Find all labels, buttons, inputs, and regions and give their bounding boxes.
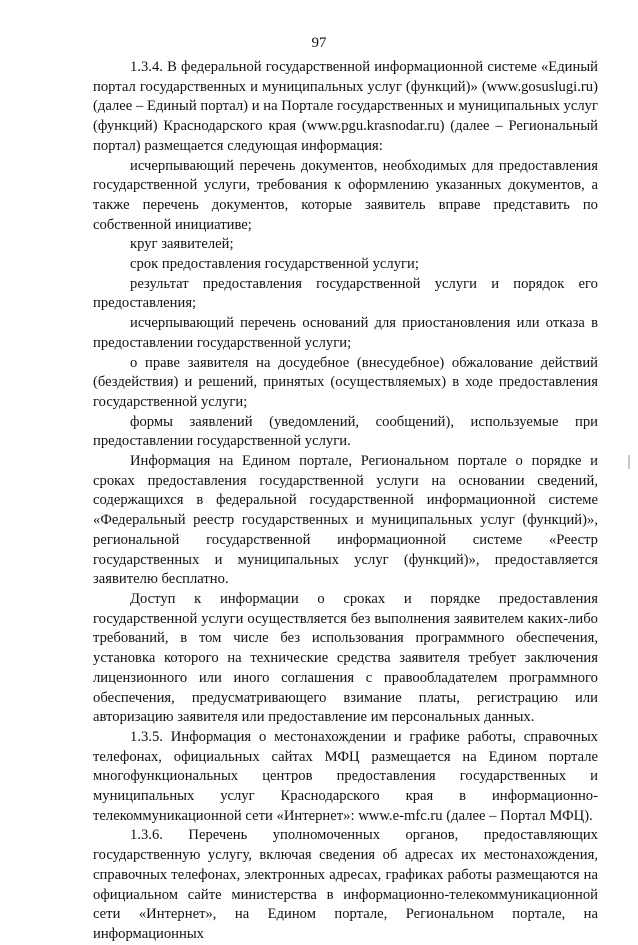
paragraph-1-3-4: 1.3.4. В федеральной государственной информационной системе «Единый портал государственных и муниципальных услуг (функций)» (www.gosuslugi.ru) (далее – Единый портал) и на Портале государственных и муниципальных услуг (функций) Краснодарского края (www.pgu.krasnodar.ru) (далее – Региональный портал) размещается следующая информация:	[93, 59, 598, 154]
list-item-result: результат предоставления государственной услуги и порядок его предоставления;	[93, 275, 598, 312]
page-number: 97	[311, 35, 327, 51]
list-item-forms: формы заявлений (уведомлений, сообщений), используемые при предоставлении государственной услуги.	[93, 413, 598, 450]
list-item-grounds: исчерпывающий перечень оснований для приостановления или отказа в предоставлении государственной услуги;	[93, 315, 598, 351]
list-item-documents: исчерпывающий перечень документов, необходимых для предоставления государственной услуги, требования к оформлению указанных документов, а также перечень документов, которые заявитель вправе представить по собственной инициативе;	[93, 157, 598, 233]
paragraph-1-3-5: 1.3.5. Информация о местонахождении и графике работы, справочных телефонах, официальных сайтах МФЦ размещается на Едином портале многофункциональных центров предоставления государственных и муниципальных услуг Краснодарского края в информационно-телекоммуникационной сети «Интернет»: www.e-mfc.ru (далее – Портал МФЦ).	[93, 728, 598, 824]
scan-artifact	[628, 455, 630, 469]
paragraph-access: Доступ к информации о сроках и порядке предоставления государственной услуги осуществляется без выполнения заявителем каких-либо требований, в том числе без использования программного обеспечения, установка которого на технические средства заявителя требует заключения лицензионного или иного соглашения с правообладателем программного обеспечения, предусматривающего взимание платы, регистрацию или авторизацию заявителя или предоставление им персональных данных.	[93, 590, 598, 726]
document-body	[93, 58, 598, 945]
list-item-appeal-right: о праве заявителя на досудебное (внесудебное) обжалование действий (бездействия) и решений, принятых (осуществляемых) в ходе предоставления государственной услуги;	[93, 354, 598, 410]
paragraph-1-3-6: 1.3.6. Перечень уполномоченных органов, предоставляющих государственную услугу, включая сведения об адресах их местонахождения, справочных телефонах, электронных адресах, графиках работы размещаются на официальном сайте министерства в информационно-телекоммуникационной сети «Интернет», на Едином портале, Региональном портале, на информационных	[93, 827, 598, 942]
paragraph-info-free: Информация на Едином портале, Региональном портале о порядке и сроках предоставления государственной услуги на основании сведений, содержащихся в федеральной государственной информационной системе «Федеральный реестр государственных и муниципальных услуг (функций)», региональной государственной информационной системе «Реестр государственных и муниципальных услуг (функций)», предоставляется заявителю бесплатно.	[93, 453, 598, 588]
list-item-applicants: круг заявителей;	[130, 236, 234, 253]
list-item-term: срок предоставления государственной услуги;	[130, 256, 419, 273]
